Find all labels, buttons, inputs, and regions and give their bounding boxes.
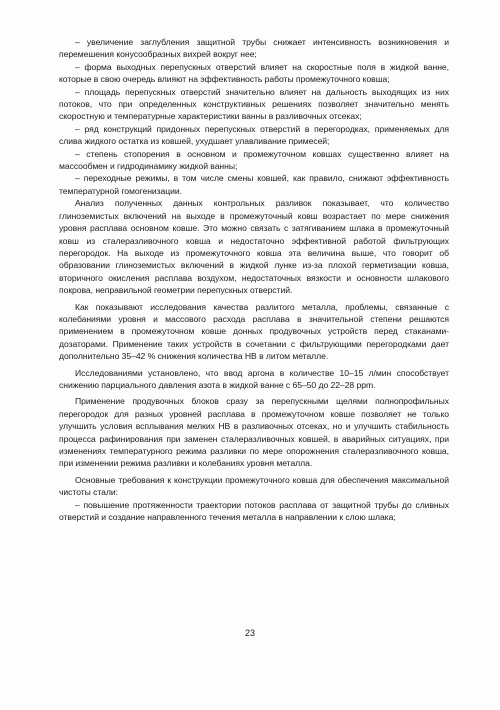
list-item: – степень стопорения в основном и промежуточном ковшах существенно влияет на массообмен и гидродинамику жидкой ванны; [59, 148, 449, 172]
body-paragraph: Как показывают исследования качества разлитого металла, проблемы, связанные с колебаниями уровня и массового расхода расплава в значительной степени решаются применением в промежуточном ковше донных продувочных устройств перед стаканами-дозаторами. Применение таких устройств в сочетании с фильтрующими перегородками дает дополнительно 35–42 % снижения количества НВ в литом металле. [59, 301, 449, 362]
body-paragraph: Исследованиями установлено, что ввод аргона в количестве 10–15 л/мин способствует снижению парциального давления азота в жидкой ванне с 65–50 до 22–28 ppm. [59, 367, 449, 390]
page-body [59, 36, 449, 523]
body-paragraph: Анализ полученных данных контрольных разливок показывает, что количество глиноземистых включений на выходе в промежуточный ковш возрастает по мере снижения уровня расплава основном ковше. Это можно связать с затягиванием шлака в промежуточный ковш из сталеразливочного ковша и недостаточно эффективной работой фильтрующих перегородок. На выходе из промежуточного ковша эта величина выше, что говорит об образовании глиноземистых включений в жидкой лунке из-за плохой герметизации ковша, вторичного окисления расплава воздухом, недостаточных вязкости и основности шлакового покрова, неправильной геометрии перепускных отверстий. [59, 198, 449, 296]
body-paragraph: Основные требования к конструкции промежуточного ковша для обеспечения максимальной чистоты стали: [59, 474, 449, 498]
list-item: – увеличение заглубления защитной трубы снижает интенсивность возникновения и перемешения конусообразных вихрей вокруг нее; [59, 37, 449, 60]
list-item: – ряд конструкций придонных перепускных отверстий в перегородках, применяемых для слива жидкого остатка из ковшей, ухудшает улавливание примесей; [59, 123, 449, 147]
body-paragraph: Применение продувочных блоков сразу за перепускными щелями полнопрофильных перегородок для разных уровней расплава в промежуточном ковше позволяет не только улучшить условия всплывания мелких НВ в разливочных отсеках, но и улучшить стабильность процесса рафинирования при заменен сталеразливочных ковшей, в аварийных ситуациях, при изменениях температурного режима разливки по мере опорожнения сталеразливочного ковша, при изменении режима разливки и колебаниях уровня металла. [59, 396, 449, 469]
list-item: – переходные режимы, в том числе смены ковшей, как правило, снижают эффективность температурной гомогенизации. [59, 173, 449, 196]
list-item: – форма выходных перепускных отверстий влияет на скоростные поля в жидкой ванне, которые в свою очередь влияют на эффективность работы промежуточного ковша; [59, 61, 449, 85]
list-item: – площадь перепускных отверстий значительно влияет на дальность выходящих из них потоков, что при определенных конструктивных решениях позволяет значительно менять скоростную и температурные характеристики ванны в разливочных отсеках; [59, 86, 449, 122]
list-item: – повышение протяженности траектории потоков расплава от защитной трубы до сливных отверстий и создание направленного течения металла в направлении к слою шлака; [59, 499, 449, 523]
page-number: 23 [244, 628, 255, 638]
